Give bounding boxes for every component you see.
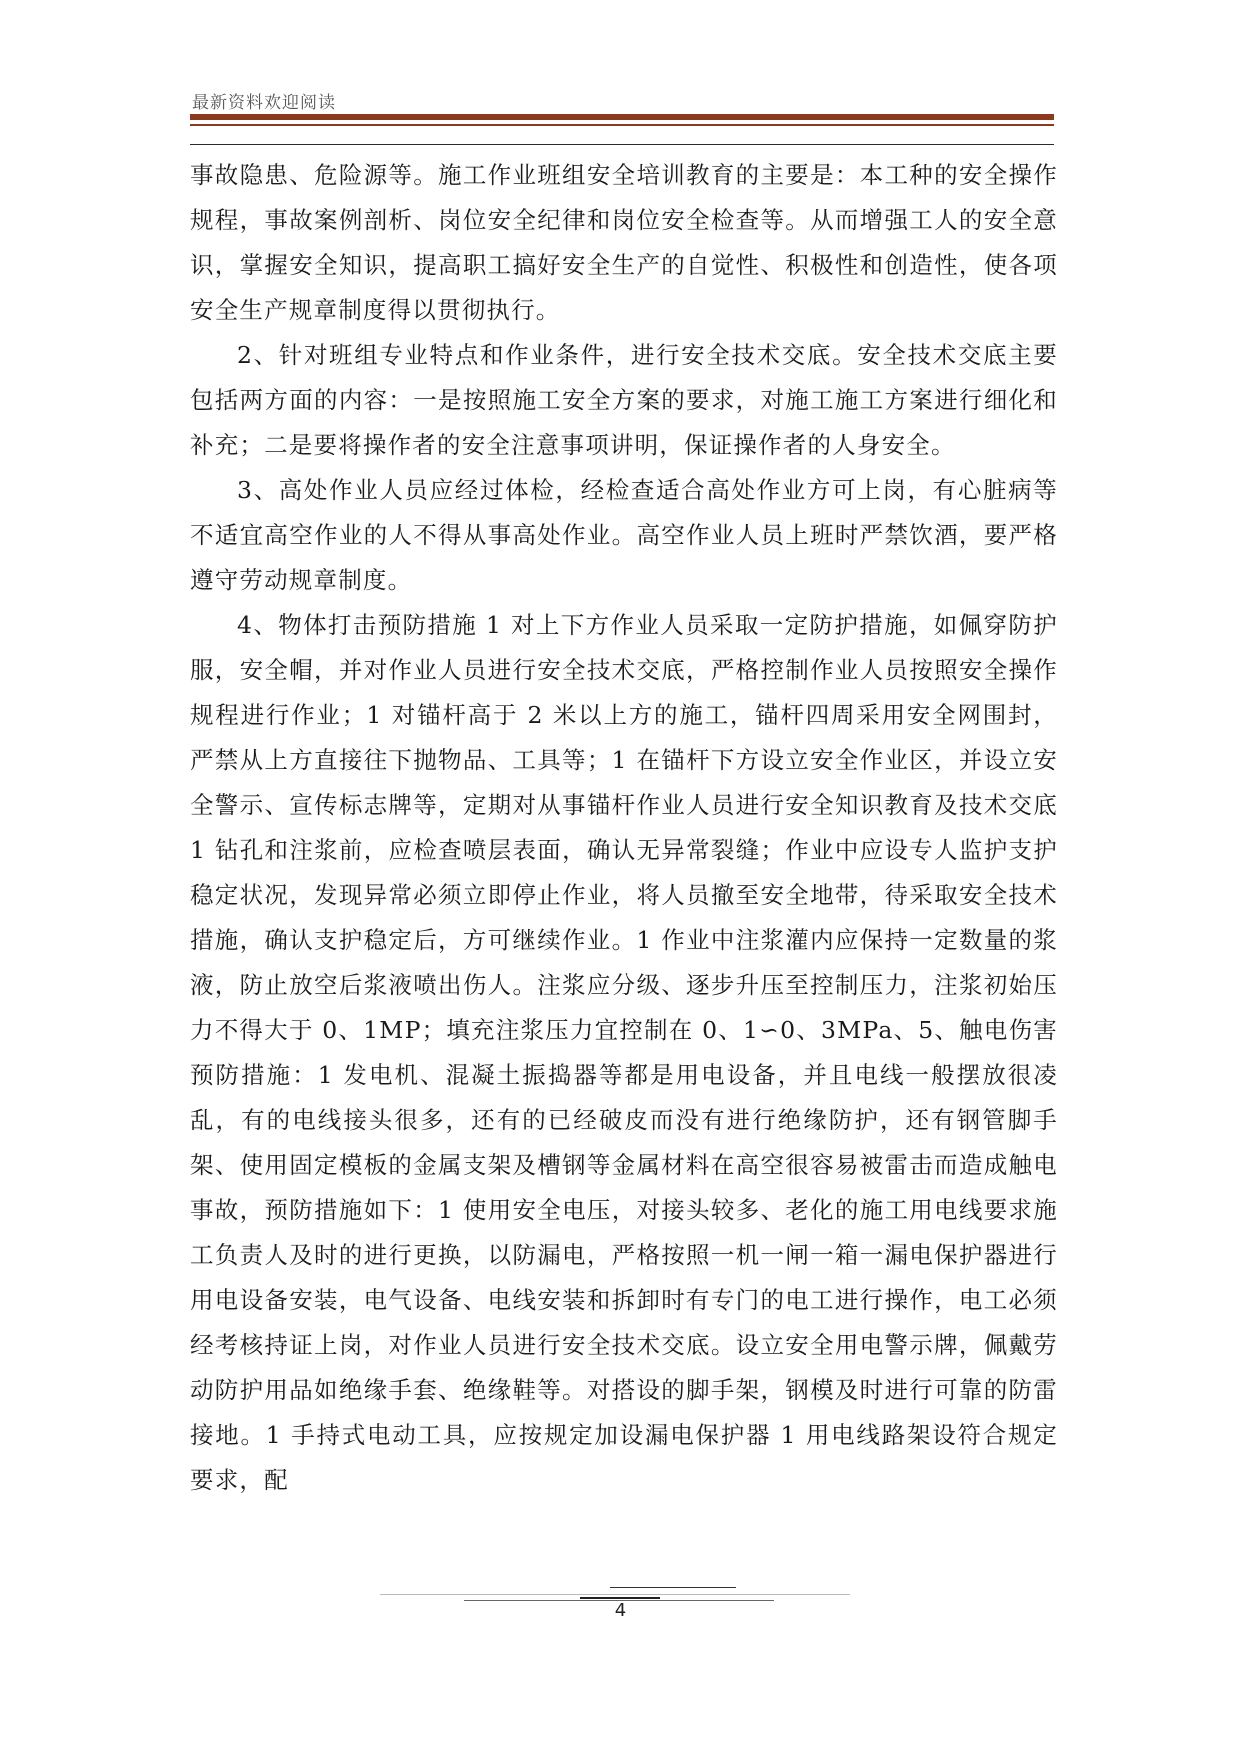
header-rule-hairline [190, 144, 1054, 145]
paragraph-item-2: 2、针对班组专业特点和作业条件，进行安全技术交底。安全技术交底主要包括两方面的内容：一是按照施工安全方案的要求，对施工施工方案进行细化和补充；二是要将操作者的安全注意事项讲明，保证操作者的人身安全。 [190, 341, 1058, 459]
running-header: 最新资料欢迎阅读 [192, 93, 336, 113]
footer-rule [380, 1594, 850, 1595]
paragraph-item-4: 4、物体打击预防措施 1 对上下方作业人员采取一定防护措施，如佩穿防护服，安全帽，并对作业人员进行安全技术交底，严格控制作业人员按照安全操作规程进行作业；1 对锚杆高于 2 米以上方的施工，锚杆四周采用安全网围封，严禁从上方直接往下抛物品、工具等；1 在锚杆下方设立安全作业区，并设立安全警示、宣传标志牌等，定期对从事锚杆作业人员进行安全知识教育及技术交底 1 钻孔和注浆前，应检查喷层表面，确认无异常裂缝；作业中应设专人监护支护稳定状况，发现异常必须立即停止作业，将人员撤至安全地带，待采取安全技术措施，确认支护稳定后，方可继续作业。1 作业中注浆灌内应保持一定数量的浆液，防止放空后浆液喷出伤人。注浆应分级、逐步升压至控制压力，注浆初始压力不得大于 0、1MP；填充注浆压力宜控制在 0、1∽0、3MPa、5、触电伤害预防措施：1 发电机、混凝土振捣器等都是用电设备，并且电线一般摆放很凌乱，有的电线接头很多，还有的已经破皮而没有进行绝缘防护，还有钢管脚手架、使用固定模板的金属支架及槽钢等金属材料在高空很容易被雷击而造成触电事故，预防措施如下：1 使用安全电压，对接头较多、老化的施工用电线要求施工负责人及时的进行更换，以防漏电，严格按照一机一闸一箱一漏电保护器进行用电设备安装，电气设备、电线安装和拆卸时有专门的电工进行操作，电工必须经考核持证上岗，对作业人员进行安全技术交底。设立安全用电警示牌，佩戴劳动防护用品如绝缘手套、绝缘鞋等。对搭设的脚手架，钢模及时进行可靠的防雷接地。1 手持式电动工具，应按规定加设漏电保护器 1 用电线路架设符合规定要求，配 [190, 611, 1058, 1494]
header-rule-thin [190, 124, 1054, 126]
paragraph-continuation: 事故隐患、危险源等。施工作业班组安全培训教育的主要是：本工种的安全操作规程，事故案例剖析、岗位安全纪律和岗位安全检查等。从而增强工人的安全意识，掌握安全知识，提高职工搞好安全生产的自觉性、积极性和创造性，使各项安全生产规章制度得以贯彻执行。 [190, 161, 1058, 324]
paragraph-item-3: 3、高处作业人员应经过体检，经检查适合高处作业方可上岗，有心脏病等不适宜高空作业的人不得从事高处作业。高空作业人员上班时严禁饮酒，要严格遵守劳动规章制度。 [190, 476, 1058, 594]
page-number: 4 [614, 1600, 627, 1621]
header-rule-thick [190, 114, 1054, 120]
footer-rule [580, 1597, 660, 1599]
footer-rule [610, 1587, 736, 1588]
document-body [190, 153, 1058, 1503]
